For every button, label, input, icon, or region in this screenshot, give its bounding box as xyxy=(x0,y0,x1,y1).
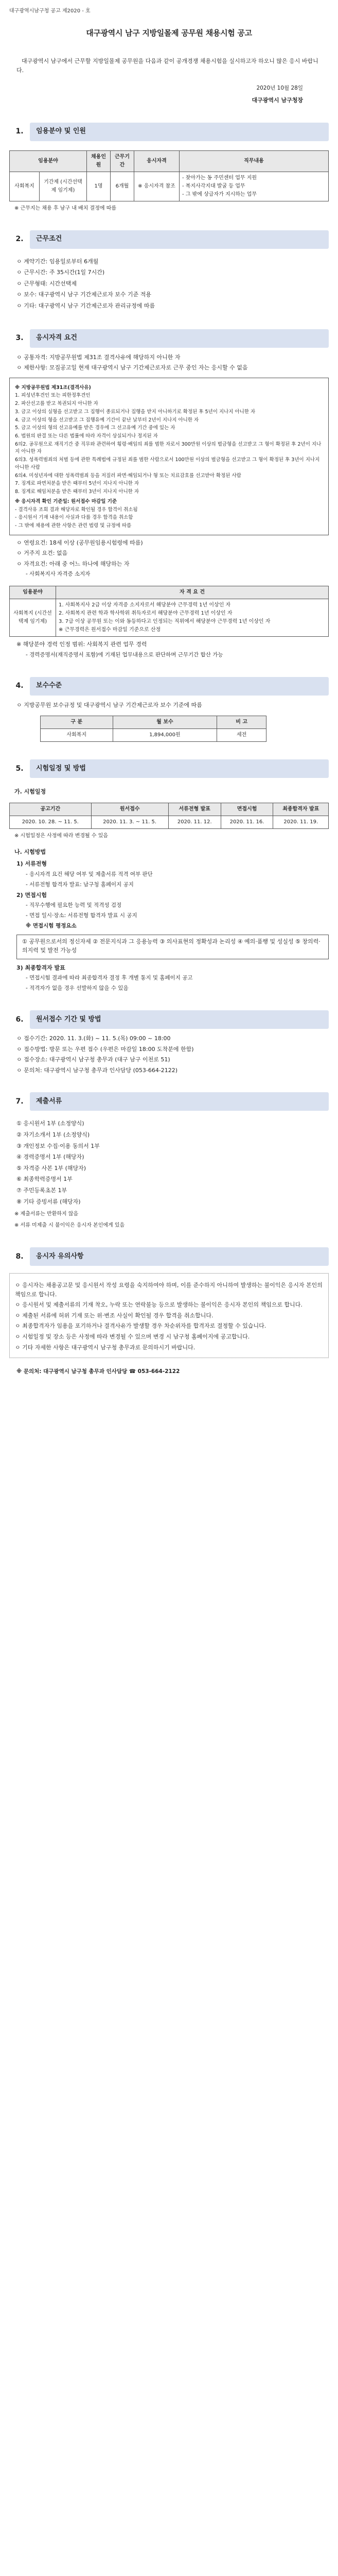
list-item: ② 자기소개서 1부 (소정양식) xyxy=(16,1131,90,1138)
paragraph: ※ 해당분야 경력 인정 범위: 사회복지 관련 업무 경력 xyxy=(16,641,147,648)
section-3-body xyxy=(9,353,329,372)
section-4-number: 4. xyxy=(15,682,24,690)
issuer-name: 대구광역시 남구청장 xyxy=(252,96,303,104)
paragraph: - 적격자가 없을 경우 선발하지 않을 수 있음 xyxy=(26,985,129,992)
section-6-header xyxy=(9,1008,329,1031)
list-item: ㅇ 계약기간: 임용일로부터 6개월 xyxy=(16,258,99,265)
paragraph: - 면접시험 결과에 따라 최종합격자 결정 후 개별 통지 및 홈페이지 공고 xyxy=(26,975,193,981)
paragraph: ㅇ 접수기간: 2020. 11. 3.(화) ~ 11. 5.(목) 09:00 ~ 18:00 xyxy=(16,1035,171,1042)
list-item: ㅇ 근무시간: 주 35시간(1일 7시간) xyxy=(16,269,105,276)
cautions-box xyxy=(9,1273,329,1358)
cell-qual: ※ 응시자격 참조 xyxy=(134,172,180,201)
box-line: - 응시원서 기재 내용이 사실과 다를 경우 합격을 취소함 xyxy=(15,515,133,521)
section-1-note: ※ 근무지는 채용 후 남구 내 배치 결정에 따름 xyxy=(14,205,117,211)
section-6-title: 원서접수 기간 및 방법 xyxy=(30,1010,329,1029)
notice-date: 2020년 10월 28일 xyxy=(256,85,303,92)
section-5-number: 5. xyxy=(15,765,24,773)
col-header-qualification: 자 격 요 건 xyxy=(56,586,329,599)
box-line: 5. 금고 이상의 형의 선고유예를 받은 경우에 그 선고유예 기간 중에 있는 자 xyxy=(15,425,175,431)
col-header-period: 근무기간 xyxy=(111,150,134,172)
paragraph: ㅇ 접수장소: 대구광역시 남구청 총무과 (대구 남구 이천로 51) xyxy=(16,1056,170,1063)
contact-line: ※ 문의처: 대구광역시 남구청 총무과 인사담당 ☎ 053-664-2122 xyxy=(16,1368,180,1375)
col-header: 공고기간 xyxy=(10,803,92,816)
disqualification-box xyxy=(9,378,329,535)
col-header: 서류전형 발표 xyxy=(168,803,221,816)
documents-note: ※ 제출서류는 반환하지 않음 xyxy=(14,1211,79,1217)
box-line: 2. 파산선고를 받고 복권되지 아니한 자 xyxy=(15,401,98,407)
cautions-list xyxy=(15,1281,323,1352)
paragraph: - 면접 일시·장소: 서류전형 합격자 발표 시 공지 xyxy=(26,912,137,919)
list-item: ④ 경력증명서 1부 (해당자) xyxy=(16,1154,84,1161)
section-4-body xyxy=(9,701,329,710)
paragraph: ㅇ 지방공무원 보수규정 및 대구광역시 남구 기간제근로자 보수 기준에 따름 xyxy=(16,701,202,708)
col-header-count: 채용인원 xyxy=(87,150,111,172)
method-heading: 3) 최종합격자 발표 xyxy=(16,964,65,971)
subheading: 가. 시험일정 xyxy=(14,788,46,795)
box-heading: ※ 지방공무원법 제31조(결격사유) xyxy=(15,384,91,391)
paragraph: - 직무수행에 필요한 능력 및 적격성 검정 xyxy=(26,902,122,909)
col-header: 면접시험 xyxy=(221,803,273,816)
section-7-title: 제출서류 xyxy=(30,1092,329,1111)
table-cell: 2020. 11. 19. xyxy=(273,816,329,828)
table-cell: 1,894,000원 xyxy=(113,729,217,742)
list-item: ⑧ 기타 증빙서류 (해당자) xyxy=(16,1198,81,1205)
recruit-table xyxy=(9,150,329,201)
list-item: ⑥ 최종학력증명서 1부 xyxy=(16,1176,73,1183)
paragraph: ① 공무원으로서의 정신자세 ② 전문지식과 그 응용능력 ③ 의사표현의 정확성과 논리성 ④ 예의·품행 및 성실성 ⑤ 창의력·의지력 및 발전 가능성 xyxy=(22,938,321,954)
duty-item: - 그 밖에 상급자가 지시하는 업무 xyxy=(182,191,257,197)
list-item: ⑤ 자격증 사본 1부 (해당자) xyxy=(16,1164,86,1172)
qualification-item: 3. 7급 이상 공무원 또는 이와 동등하다고 인정되는 직위에서 해당분야 근무경력 1년 이상인 자 xyxy=(59,619,271,625)
paragraph: - 사회복지사 자격증 소지자 xyxy=(26,571,91,578)
table-cell: 사회복지 xyxy=(41,729,113,742)
caution-item: ㅇ 기타 자세한 사항은 대구광역시 남구청 총무과로 문의하시기 바랍니다. xyxy=(15,1344,195,1351)
section-4-title: 보수수준 xyxy=(30,677,329,696)
col-header: 비 고 xyxy=(217,716,266,729)
subheading: 나. 시험방법 xyxy=(14,848,46,855)
duty-item: - 복지사각지대 발굴 등 업무 xyxy=(182,183,245,189)
col-header: 최종합격자 발표 xyxy=(273,803,329,816)
col-header-duties: 직무내용 xyxy=(180,150,329,172)
section-1-header xyxy=(9,121,329,143)
col-header-field: 임용분야 xyxy=(10,150,87,172)
box-line: 1. 피성년후견인 또는 피한정후견인 xyxy=(15,393,91,399)
caution-item: ㅇ 제출된 서류에 허위 기재 또는 위·변조 사실이 확인될 경우 합격을 취소합니다. xyxy=(15,1312,214,1319)
list-item: ③ 개인정보 수집·이용 동의서 1부 xyxy=(16,1142,100,1149)
section-5-title: 시험일정 및 방법 xyxy=(30,759,329,778)
col-header-field: 임용분야 xyxy=(10,586,56,599)
box-line: 4. 금고 이상의 형을 선고받고 그 집행유예 기간이 끝난 날부터 2년이 지나지 아니한 자 xyxy=(15,417,199,423)
duty-item: - 찾아가는 동 주민센터 업무 지원 xyxy=(182,175,257,181)
paragraph: ㅇ 거주지 요건: 없음 xyxy=(16,550,68,557)
table-cell: 세전 xyxy=(217,729,266,742)
box-line: 6의4. 미성년자에 대한 성폭력범죄 등을 저질러 파면·해임되거나 형 또는 치료감호를 선고받아 확정된 사람 xyxy=(15,472,241,479)
cell-grade: 기간제 (시간선택제 임기제) xyxy=(40,172,87,201)
paragraph: ㅇ 연령요건: 18세 이상 (공무원임용시험령에 따름) xyxy=(16,539,143,546)
section-3-body-3 xyxy=(9,640,329,659)
paragraph: - 경력증명서(재직증명서 포함)에 기재된 업무내용으로 판단하며 근무기간 합산 가능 xyxy=(26,651,223,658)
qualification-item: ※ 근무경력은 원서접수 마감일 기준으로 산정 xyxy=(59,627,161,633)
box-line: 6의2. 공무원으로 재직기간 중 직무와 관련하여 횡령·배임의 죄를 범한 자로서 300만원 이상의 벌금형을 선고받고 그 형이 확정된 후 2년이 지나지 아니한 자 xyxy=(15,441,322,455)
box-line: 6. 법원의 판결 또는 다른 법률에 따라 자격이 상실되거나 정지된 자 xyxy=(15,433,158,439)
section-5-header xyxy=(9,757,329,780)
section-6-body xyxy=(9,1034,329,1075)
section-1-number: 1. xyxy=(15,127,24,136)
method-heading: 1) 서류전형 xyxy=(16,860,47,868)
paragraph: - 서류전형 합격자 발표: 남구청 홈페이지 공지 xyxy=(26,881,134,888)
qualification-item: 1. 사회복지사 2급 이상 자격증 소지자로서 해당분야 근무경력 1년 이상인 자 xyxy=(59,602,231,608)
documents-note: ※ 서류 미제출 시 불이익은 응시자 본인에게 있음 xyxy=(14,1223,125,1229)
box-line: 8. 징계로 해임처분을 받은 때부터 3년이 지나지 아니한 자 xyxy=(15,489,139,495)
col-header: 구 분 xyxy=(41,716,113,729)
paragraph: ㅇ 자격요건: 아래 중 어느 하나에 해당하는 자 xyxy=(16,560,130,567)
box-line: - 결격사유 조회 결과 해당자로 확인될 경우 합격이 취소됨 xyxy=(15,506,138,513)
wage-table xyxy=(40,716,266,742)
documents-list xyxy=(9,1118,329,1207)
box-line: 7. 징계로 파면처분을 받은 때부터 5년이 지나지 아니한 자 xyxy=(15,481,139,487)
col-header-qual: 응시자격 xyxy=(134,150,180,172)
section-5-methods xyxy=(9,859,329,993)
paragraph: ※ 면접시험 평정요소 xyxy=(26,922,77,929)
table-cell: 2020. 11. 3. ~ 11. 5. xyxy=(91,816,168,828)
col-header: 월 보수 xyxy=(113,716,217,729)
schedule-note: ※ 시험일정은 사정에 따라 변경될 수 있음 xyxy=(14,833,109,839)
list-item: ㅇ 기타: 대구광역시 남구 기간제근로자 관리규정에 따름 xyxy=(16,302,155,309)
method-heading: 2) 면접시험 xyxy=(16,891,47,899)
col-header: 원서접수 xyxy=(91,803,168,816)
document-title: 대구광역시 남구 지방일몰제 공무원 채용시험 공고 xyxy=(86,28,252,38)
section-3-header xyxy=(9,327,329,350)
box-line: - 그 밖에 채용에 관한 사항은 관련 법령 및 규정에 따름 xyxy=(15,522,132,529)
notice-number: 대구광역시남구청 공고 제2020 - 호 xyxy=(9,8,91,14)
list-item: ⑦ 주민등록초본 1부 xyxy=(16,1187,67,1194)
section-2-header xyxy=(9,228,329,251)
table-cell: 2020. 11. 12. xyxy=(168,816,221,828)
paragraph: - 응시자격 요건 해당 여부 및 제출서류 적격 여부 판단 xyxy=(26,871,153,878)
cell-qualifications xyxy=(56,599,329,637)
paragraph: ㅇ 제한사항: 모집공고일 현재 대구광역시 남구 기간제근로자로 근무 중인 자는 응시할 수 없음 xyxy=(16,364,248,371)
cell-period: 6개월 xyxy=(111,172,134,201)
caution-item: ㅇ 최종합격자가 임용을 포기하거나 결격사유가 발생할 경우 차순위자를 합격자로 결정할 수 있습니다. xyxy=(15,1323,266,1330)
section-8-number: 8. xyxy=(15,1252,24,1261)
work-conditions-list xyxy=(9,256,329,312)
box-line: 3. 금고 이상의 실형을 선고받고 그 집행이 종료되거나 집행을 받지 아니하기로 확정된 후 5년이 지나지 아니한 자 xyxy=(15,409,256,415)
cell-field: 사회복지 xyxy=(10,172,40,201)
box-heading: ※ 응시자격 확인 기준일: 원서접수 마감일 기준 xyxy=(15,498,117,504)
qualification-item: 2. 사회복지 관련 학과 학사학위 취득자로서 해당분야 근무경력 1년 이상인 자 xyxy=(59,611,233,617)
cell-count: 1명 xyxy=(87,172,111,201)
section-7-header xyxy=(9,1090,329,1113)
list-item: ㅇ 보수: 대구광역시 남구 기간제근로자 보수 기준 적용 xyxy=(16,291,151,298)
list-item: ㅇ 근무형태: 시간선택제 xyxy=(16,280,77,287)
section-7-number: 7. xyxy=(15,1097,24,1106)
section-3-number: 3. xyxy=(15,334,24,343)
section-1-title: 임용분야 및 인원 xyxy=(30,123,329,141)
caution-item: ㅇ 응시원서 및 제출서류의 기재 착오, 누락 또는 연락불능 등으로 발생하는 불이익은 응시자 본인의 책임으로 합니다. xyxy=(15,1301,303,1309)
caution-item: ㅇ 응시자는 채용공고문 및 응시원서 작성 요령을 숙지하여야 하며, 이를 준수하지 아니하여 발생하는 불이익은 응시자 본인의 책임으로 합니다. xyxy=(15,1282,323,1298)
section-2-title: 근무조건 xyxy=(30,230,329,249)
paragraph: ㅇ 문의처: 대구광역시 남구청 총무과 인사담당 (053-664-2122) xyxy=(16,1066,178,1074)
list-item: ① 응시원서 1부 (소정양식) xyxy=(16,1120,84,1127)
section-3-body-2 xyxy=(9,538,329,579)
section-2-number: 2. xyxy=(15,235,24,244)
box-line: 6의3. 성폭력범죄의 처벌 등에 관한 특례법에 규정된 죄를 범한 사람으로서 100만원 이상의 벌금형을 선고받고 그 형이 확정된 후 3년이 지나지 아니한 사람 xyxy=(15,457,320,470)
paragraph: ㅇ 접수방법: 방문 또는 우편 접수 (우편은 마감일 18:00 도착분에 한함) xyxy=(16,1045,194,1053)
section-8-header xyxy=(9,1245,329,1268)
paragraph: ㅇ 공통자격: 지방공무원법 제31조 결격사유에 해당하지 아니한 자 xyxy=(16,353,181,361)
section-8-title: 응시자 유의사항 xyxy=(30,1247,329,1266)
intro-text: 대구광역시 남구에서 근무할 지방일몰제 공무원을 다음과 같이 공개경쟁 채용시험을 실시하고자 하오니 많은 응시 바랍니다. xyxy=(16,58,318,74)
caution-item: ㅇ 시험일정 및 장소 등은 사정에 따라 변경될 수 있으며 변경 시 남구청 홈페이지에 공고합니다. xyxy=(15,1333,250,1341)
section-3-title: 응시자격 요건 xyxy=(30,329,329,348)
cell-field: 사회복지 (시간선택제 임기제) xyxy=(10,599,56,637)
schedule-table xyxy=(9,803,329,829)
table-cell: 2020. 11. 16. xyxy=(221,816,273,828)
cell-duties xyxy=(180,172,329,201)
qualification-table xyxy=(9,586,329,637)
table-cell: 2020. 10. 28. ~ 11. 5. xyxy=(10,816,92,828)
section-4-header xyxy=(9,675,329,698)
section-6-number: 6. xyxy=(15,1015,24,1024)
interview-criteria-box xyxy=(16,935,329,959)
